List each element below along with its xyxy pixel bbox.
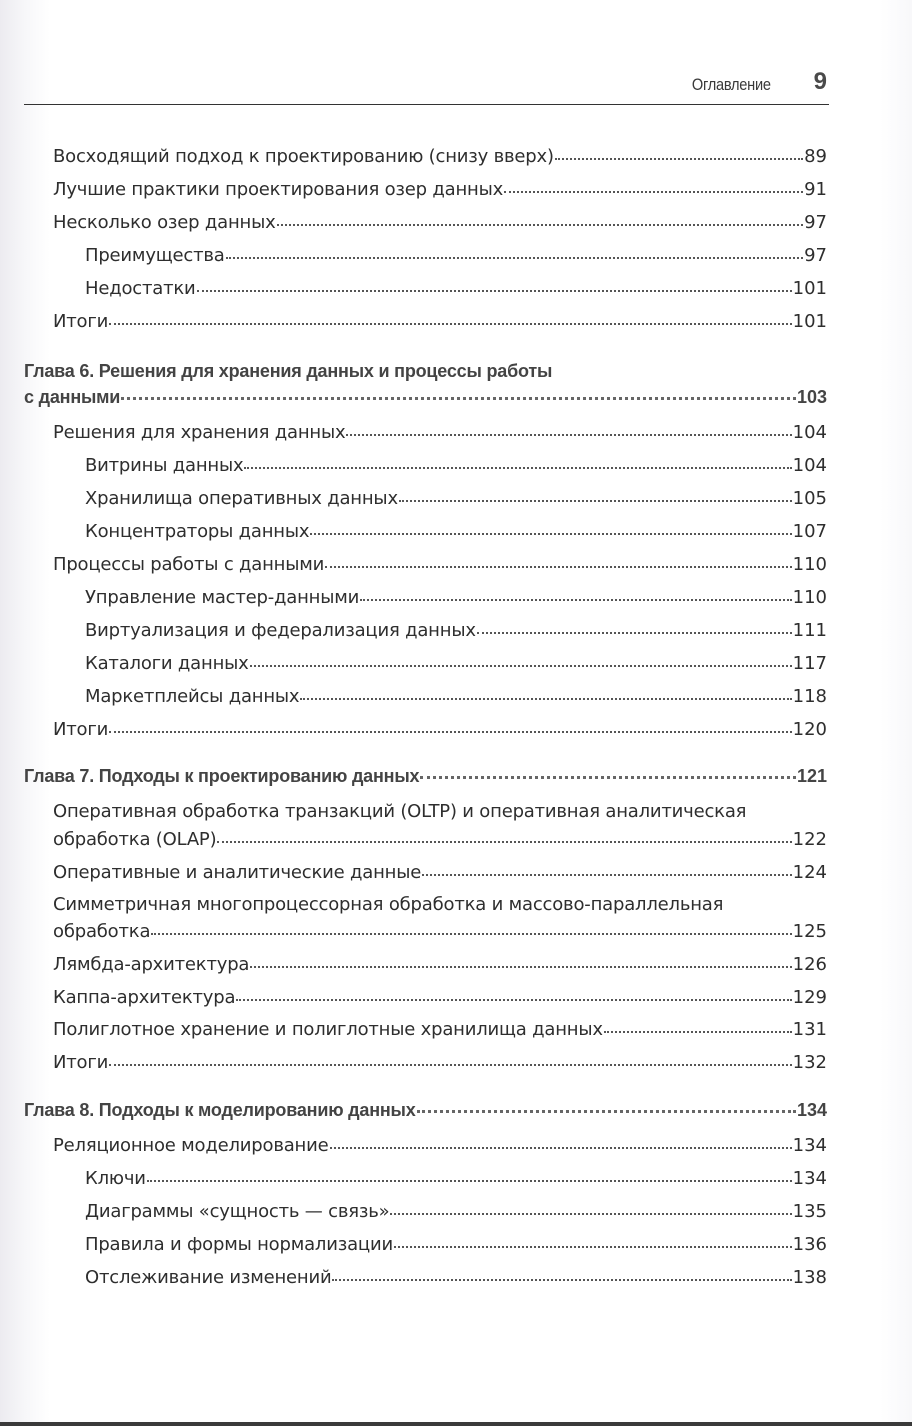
toc-entry-page: 101 (792, 311, 827, 332)
dot-leader (504, 187, 803, 193)
toc-entry[interactable] (53, 861, 827, 885)
toc-entry-page: 118 (792, 686, 827, 707)
toc-entry-label: Каппа-архитектура (53, 987, 236, 1008)
dot-leader (360, 595, 792, 601)
dot-leader (310, 529, 791, 535)
dot-leader (325, 562, 792, 568)
toc-entry-page: 129 (792, 987, 827, 1008)
toc-entry-page: 91 (804, 179, 827, 200)
toc-entry-page: 132 (792, 1052, 827, 1073)
toc-subentry[interactable] (85, 1200, 827, 1224)
toc-entry-label: Восходящий подход к проектированию (снизу вверх) (53, 146, 554, 167)
toc-entry-label: Итоги (53, 1052, 109, 1073)
dot-leader (277, 220, 804, 226)
toc-entry[interactable] (53, 421, 827, 445)
chapter-page: 103 (796, 387, 827, 407)
toc-entry-page: 97 (804, 245, 827, 266)
toc-entry-label: Недостатки (85, 278, 196, 299)
dot-leader (147, 1176, 792, 1182)
toc-entry-label: Диаграммы «сущность — связь» (85, 1201, 390, 1222)
chapter-title: Глава 7. Подходы к проектированию данных (24, 766, 420, 786)
toc-entry-page: 124 (792, 862, 827, 883)
chapter-title: с данными (24, 387, 121, 407)
toc-subentry[interactable] (85, 454, 827, 478)
toc-subentry[interactable] (85, 244, 827, 268)
chapter-6-title-line1[interactable]: Глава 6. Решения для хранения данных и процессы работы (24, 361, 553, 381)
toc-entry-page: 122 (792, 829, 827, 850)
dot-leader (151, 929, 791, 935)
toc-entry-page: 134 (792, 1168, 827, 1189)
toc-entry[interactable] (53, 211, 827, 235)
dot-leader (236, 995, 791, 1001)
toc-entry[interactable] (53, 310, 827, 334)
toc-entry-page: 89 (804, 146, 827, 167)
dot-leader (555, 154, 803, 160)
toc-entry-label: обработка (OLAP) (53, 829, 217, 850)
toc-entry-label: Несколько озер данных (53, 212, 276, 233)
dot-leader (332, 1275, 791, 1281)
toc-entry[interactable] (53, 553, 827, 577)
dot-leader (300, 694, 791, 700)
dot-leader (109, 1060, 792, 1066)
dot-leader (604, 1027, 792, 1033)
toc-entry-page: 107 (792, 521, 827, 542)
chapter-8-heading[interactable] (24, 1098, 827, 1122)
toc-entry-page: 105 (792, 488, 827, 509)
toc-entry-label: Отслеживание изменений (85, 1267, 332, 1288)
running-header-title: Оглавление (692, 75, 771, 94)
toc-entry-label: Реляционное моделирование (53, 1135, 329, 1156)
dot-leader (394, 1242, 792, 1248)
dot-leader (417, 1106, 796, 1113)
toc-entry-label: Итоги (53, 311, 109, 332)
toc-entry-label: Маркетплейсы данных (85, 686, 300, 707)
toc-entry-label: Полиглотное хранение и полиглотные хранилища данных (53, 1019, 603, 1040)
toc-entry[interactable] (53, 920, 827, 944)
chapter-page: 134 (796, 1100, 827, 1120)
toc-entry[interactable] (53, 718, 827, 742)
toc-entry-page: 104 (792, 455, 827, 476)
dot-leader (330, 1143, 792, 1149)
toc-entry-label-line1[interactable]: Оперативная обработка транзакций (OLTP) и оперативная аналитическая (53, 801, 747, 822)
chapter-page: 121 (796, 766, 827, 786)
dot-leader (109, 727, 792, 733)
toc-entry-page: 134 (792, 1135, 827, 1156)
toc-entry-page: 110 (792, 587, 827, 608)
dot-leader (477, 628, 792, 634)
toc-entry-page: 138 (792, 1267, 827, 1288)
toc-entry-label: Оперативные и аналитические данные (53, 862, 422, 883)
toc-entry[interactable] (53, 1018, 827, 1042)
toc-entry-label: Лучшие практики проектирования озер данных (53, 179, 504, 200)
toc-entry-label: Хранилища оперативных данных (85, 488, 398, 509)
toc-entry-page: 120 (792, 719, 827, 740)
toc-subentry[interactable] (85, 586, 827, 610)
dot-leader (250, 962, 791, 968)
toc-entry-page: 131 (792, 1019, 827, 1040)
dot-leader (197, 286, 792, 292)
toc-entry-label: Управление мастер-данными (85, 587, 360, 608)
toc-entry-page: 101 (792, 278, 827, 299)
toc-entry-label: Решения для хранения данных (53, 422, 346, 443)
dot-leader (399, 496, 792, 502)
toc-entry-label: Ключи (85, 1168, 146, 1189)
dot-leader (422, 870, 791, 876)
chapter-6-heading[interactable] (24, 385, 827, 409)
toc-entry[interactable] (53, 1134, 827, 1158)
toc-entry-label: обработка (53, 921, 151, 942)
toc-entry[interactable] (53, 986, 827, 1010)
toc-entry-label: Виртуализация и федерализация данных (85, 620, 476, 641)
dot-leader (109, 319, 792, 325)
toc-subentry[interactable] (85, 1266, 827, 1290)
toc-entry-label: Итоги (53, 719, 109, 740)
toc-entry-label: Лямбда-архитектура (53, 954, 250, 975)
dot-leader (217, 837, 791, 843)
page-number: 9 (813, 68, 827, 95)
toc-entry-page: 135 (792, 1201, 827, 1222)
toc-entry-page: 104 (792, 422, 827, 443)
toc-entry-page: 117 (792, 653, 827, 674)
dot-leader (121, 393, 796, 400)
page-bottom-edge (0, 1422, 912, 1426)
toc-entry-label: Каталоги данных (85, 653, 249, 674)
dot-leader (420, 772, 796, 779)
running-header (24, 66, 829, 105)
toc-entry[interactable] (53, 828, 827, 852)
toc-entry[interactable] (53, 1051, 827, 1075)
toc-entry-page: 97 (804, 212, 827, 233)
toc-entry-page: 125 (792, 921, 827, 942)
toc-entry-label: Правила и формы нормализации (85, 1234, 393, 1255)
dot-leader (244, 463, 791, 469)
toc-entry-label: Преимущества (85, 245, 225, 266)
toc-subentry[interactable] (85, 520, 827, 544)
toc-entry-page: 110 (792, 554, 827, 575)
toc-entry-label: Концентраторы данных (85, 521, 310, 542)
dot-leader (226, 253, 803, 259)
toc-subentry[interactable] (85, 1167, 827, 1191)
toc-entry-label: Витрины данных (85, 455, 244, 476)
toc-entry-page: 126 (792, 954, 827, 975)
toc-subentry[interactable] (85, 619, 827, 643)
dot-leader (250, 661, 792, 667)
dot-leader (390, 1209, 791, 1215)
toc-subentry[interactable] (85, 1233, 827, 1257)
toc-entry-label-line1[interactable]: Симметричная многопроцессорная обработка и массово-параллельная (53, 894, 724, 915)
toc-entry[interactable] (53, 178, 827, 202)
toc-entry[interactable] (53, 145, 827, 169)
toc-entry-page: 111 (792, 620, 827, 641)
toc-subentry[interactable] (85, 487, 827, 511)
chapter-title: Глава 8. Подходы к моделированию данных (24, 1100, 416, 1120)
toc-entry-label: Процессы работы с данными (53, 554, 325, 575)
toc-subentry[interactable] (85, 685, 827, 709)
toc-entry-page: 136 (792, 1234, 827, 1255)
chapter-7-heading[interactable] (24, 764, 827, 788)
toc-entry[interactable] (53, 953, 827, 977)
toc-subentry[interactable] (85, 652, 827, 676)
dot-leader (346, 430, 791, 436)
toc-subentry[interactable] (85, 277, 827, 301)
